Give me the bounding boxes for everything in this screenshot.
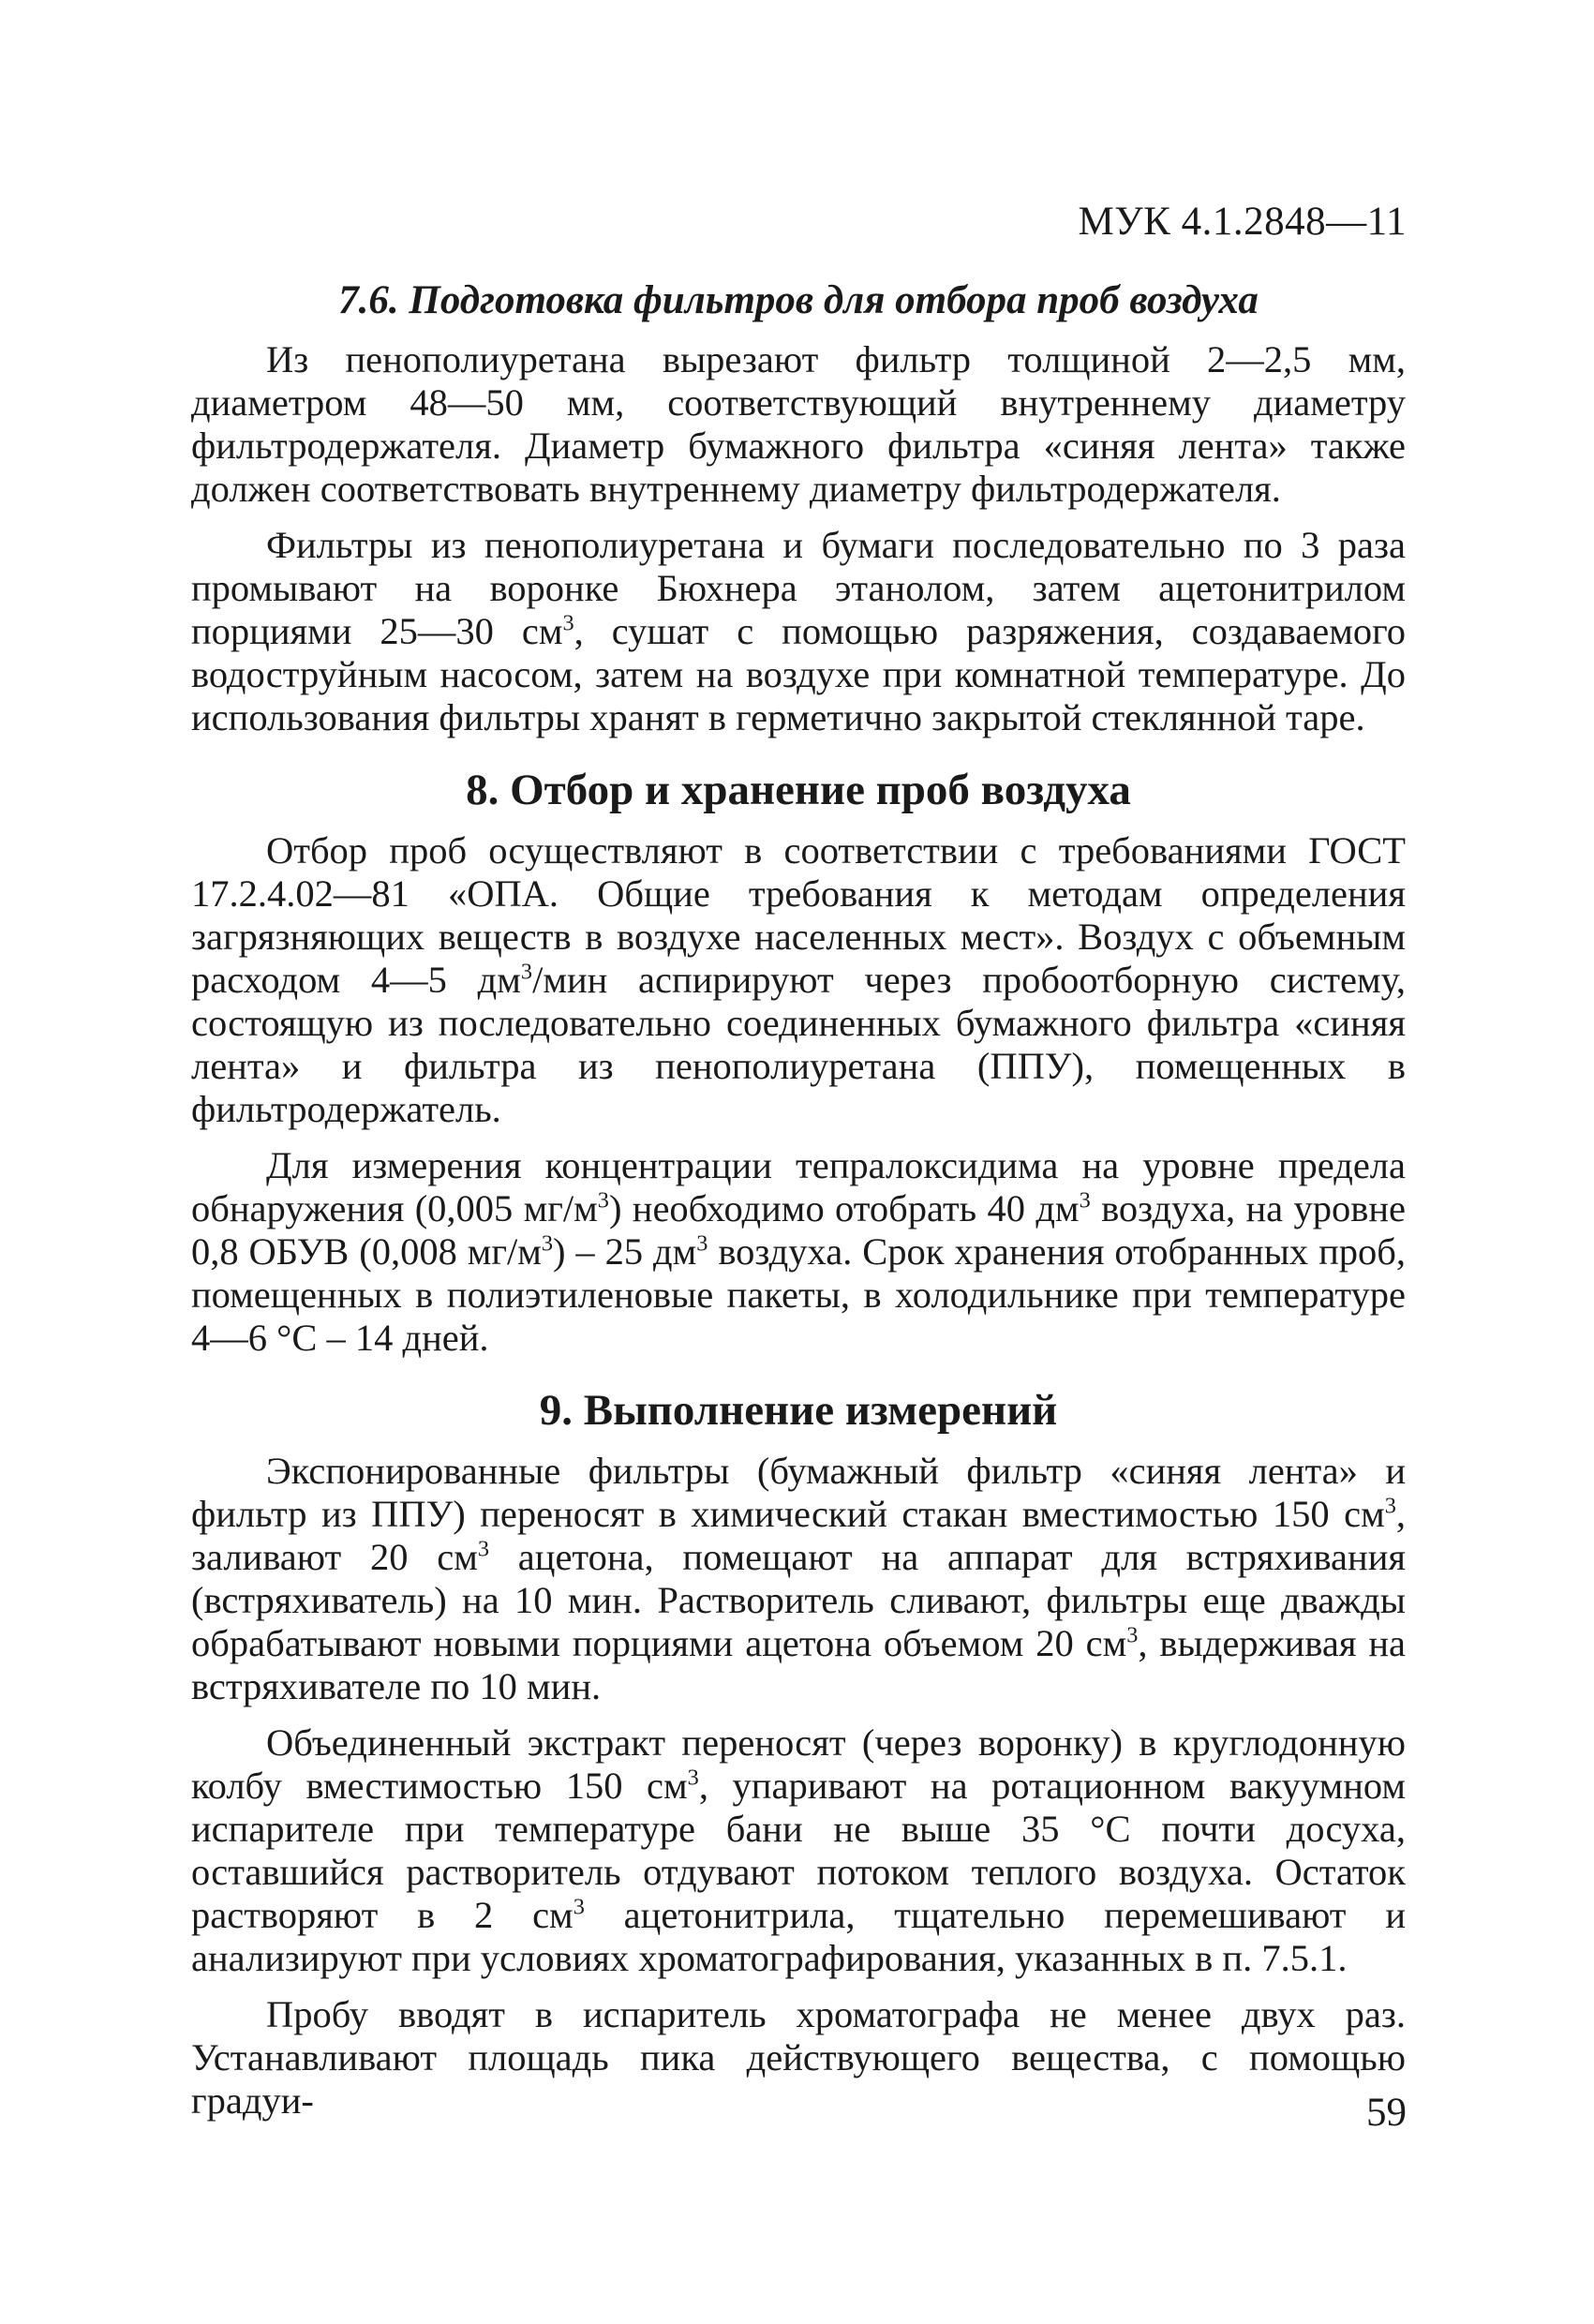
text-run: Отбор проб осуществляют в соответствии с требованиями ГОСТ 17.2.4.02—81 «ОПА. Общие требования к методам определения загрязняющих веществ в воздухе населенных мест». Воздух с объемным расходом 4—5 дм — [191, 829, 1406, 1001]
section-9-paragraph-1 — [191, 1450, 1406, 1708]
text-run: Для измерения концентрации тепралоксидима на уровне предела обнаружения (0,005 мг/м — [191, 1144, 1406, 1229]
section-9-paragraph-3: Пробу вводят в испаритель хроматографа не менее двух раз. Устанавливают площадь пика действующего вещества, с помощью градуи- — [191, 1993, 1406, 2122]
text-run: ацетона, помещают на аппарат для встряхивания (встряхиватель) на 10 мин. Растворитель сливают, фильтры еще дважды обрабатывают новыми порциями ацетона объемом 20 см — [191, 1536, 1406, 1664]
text-run: воздуха. Срок хранения отобранных проб, помещенных в полиэтиленовые пакеты, в холодильнике при температуре 4—6 °С – 14 дней. — [191, 1230, 1406, 1359]
document-code: МУК 4.1.2848—11 — [1078, 200, 1407, 244]
text-run: Экспонированные фильтры (бумажный фильтр «синяя лента» и фильтр из ППУ) переносят в химический стакан вместимостью 150 см — [191, 1450, 1406, 1535]
superscript: 3 — [520, 959, 533, 985]
text-run: воздуха, на уровне 0,8 ОБУВ (0,008 мг/м — [191, 1187, 1406, 1273]
text-run: , выдерживая на встряхивателе по 10 мин. — [191, 1622, 1407, 1707]
superscript: 3 — [1126, 1622, 1139, 1648]
text-run: , упаривают на ротационном вакуумном испарителе при температуре бани не выше 35 °С почти досуха, оставшийся растворитель отдувают потоком теплого воздуха. Остаток растворяют в 2 см — [191, 1765, 1406, 1936]
superscript: 3 — [477, 1536, 490, 1562]
section-9-title: 9. Выполнение измерений — [539, 1386, 1058, 1435]
superscript: 3 — [687, 1765, 699, 1791]
page-number: 59 — [1366, 2091, 1407, 2135]
text-run: /мин аспирируют через пробоотборную систему, состоящую из последовательно соединенных бумажного фильтра «синяя лента» и фильтра из пенополиуретана (ППУ), помещенных в фильтродержатель. — [191, 959, 1406, 1130]
text-run: Фильтры из пенополиуретана и бумаги последовательно по 3 раза промывают на воронке Бюхнера этанолом, затем ацетонитрилом порциями 25—30 см — [191, 524, 1406, 652]
text-run: Объединенный экстракт переносят (через воронку) в круглодонную колбу вместимостью 150 см — [191, 1721, 1406, 1807]
superscript: 3 — [562, 610, 574, 636]
text-run: ) необходимо отобрать 40 дм — [608, 1187, 1080, 1229]
section-7-6-paragraph-2 — [191, 524, 1406, 739]
superscript: 3 — [1384, 1493, 1396, 1519]
text-run: , сушат с помощью разряжения, создаваемого водоструйным насосом, затем на воздухе при комнатной температуре. До использования фильтры хранят в герметично закрытой стеклянной таре. — [191, 610, 1407, 738]
text-run: ацетонитрила, тщательно перемешивают и анализируют при условиях хроматографирования, указанных в п. 7.5.1. — [191, 1894, 1406, 1979]
superscript: 3 — [573, 1894, 585, 1920]
section-7-6-title: 7.6. Подготовка фильтров для отбора проб воздуха — [338, 278, 1259, 322]
superscript: 3 — [541, 1230, 554, 1257]
section-7-6-paragraph-1: Из пенополиуретана вырезают фильтр толщиной 2—2,5 мм, диаметром 48—50 мм, соответствующий внутреннему диаметру фильтродержателя. Диаметр бумажного фильтра «синяя лента» также должен соответствовать внутреннему диаметру фильтродержателя. — [191, 338, 1406, 510]
section-9-paragraph-2 — [191, 1721, 1406, 1980]
text-run: , заливают 20 см — [191, 1493, 1406, 1578]
superscript: 3 — [597, 1187, 609, 1214]
superscript: 3 — [696, 1230, 708, 1257]
page-content — [191, 276, 1406, 2136]
section-8-title: 8. Отбор и хранение проб воздуха — [466, 766, 1131, 814]
text-run: ) – 25 дм — [553, 1230, 697, 1273]
section-8-paragraph-1 — [191, 829, 1406, 1131]
superscript: 3 — [1079, 1187, 1091, 1214]
section-8-paragraph-2 — [191, 1144, 1406, 1360]
